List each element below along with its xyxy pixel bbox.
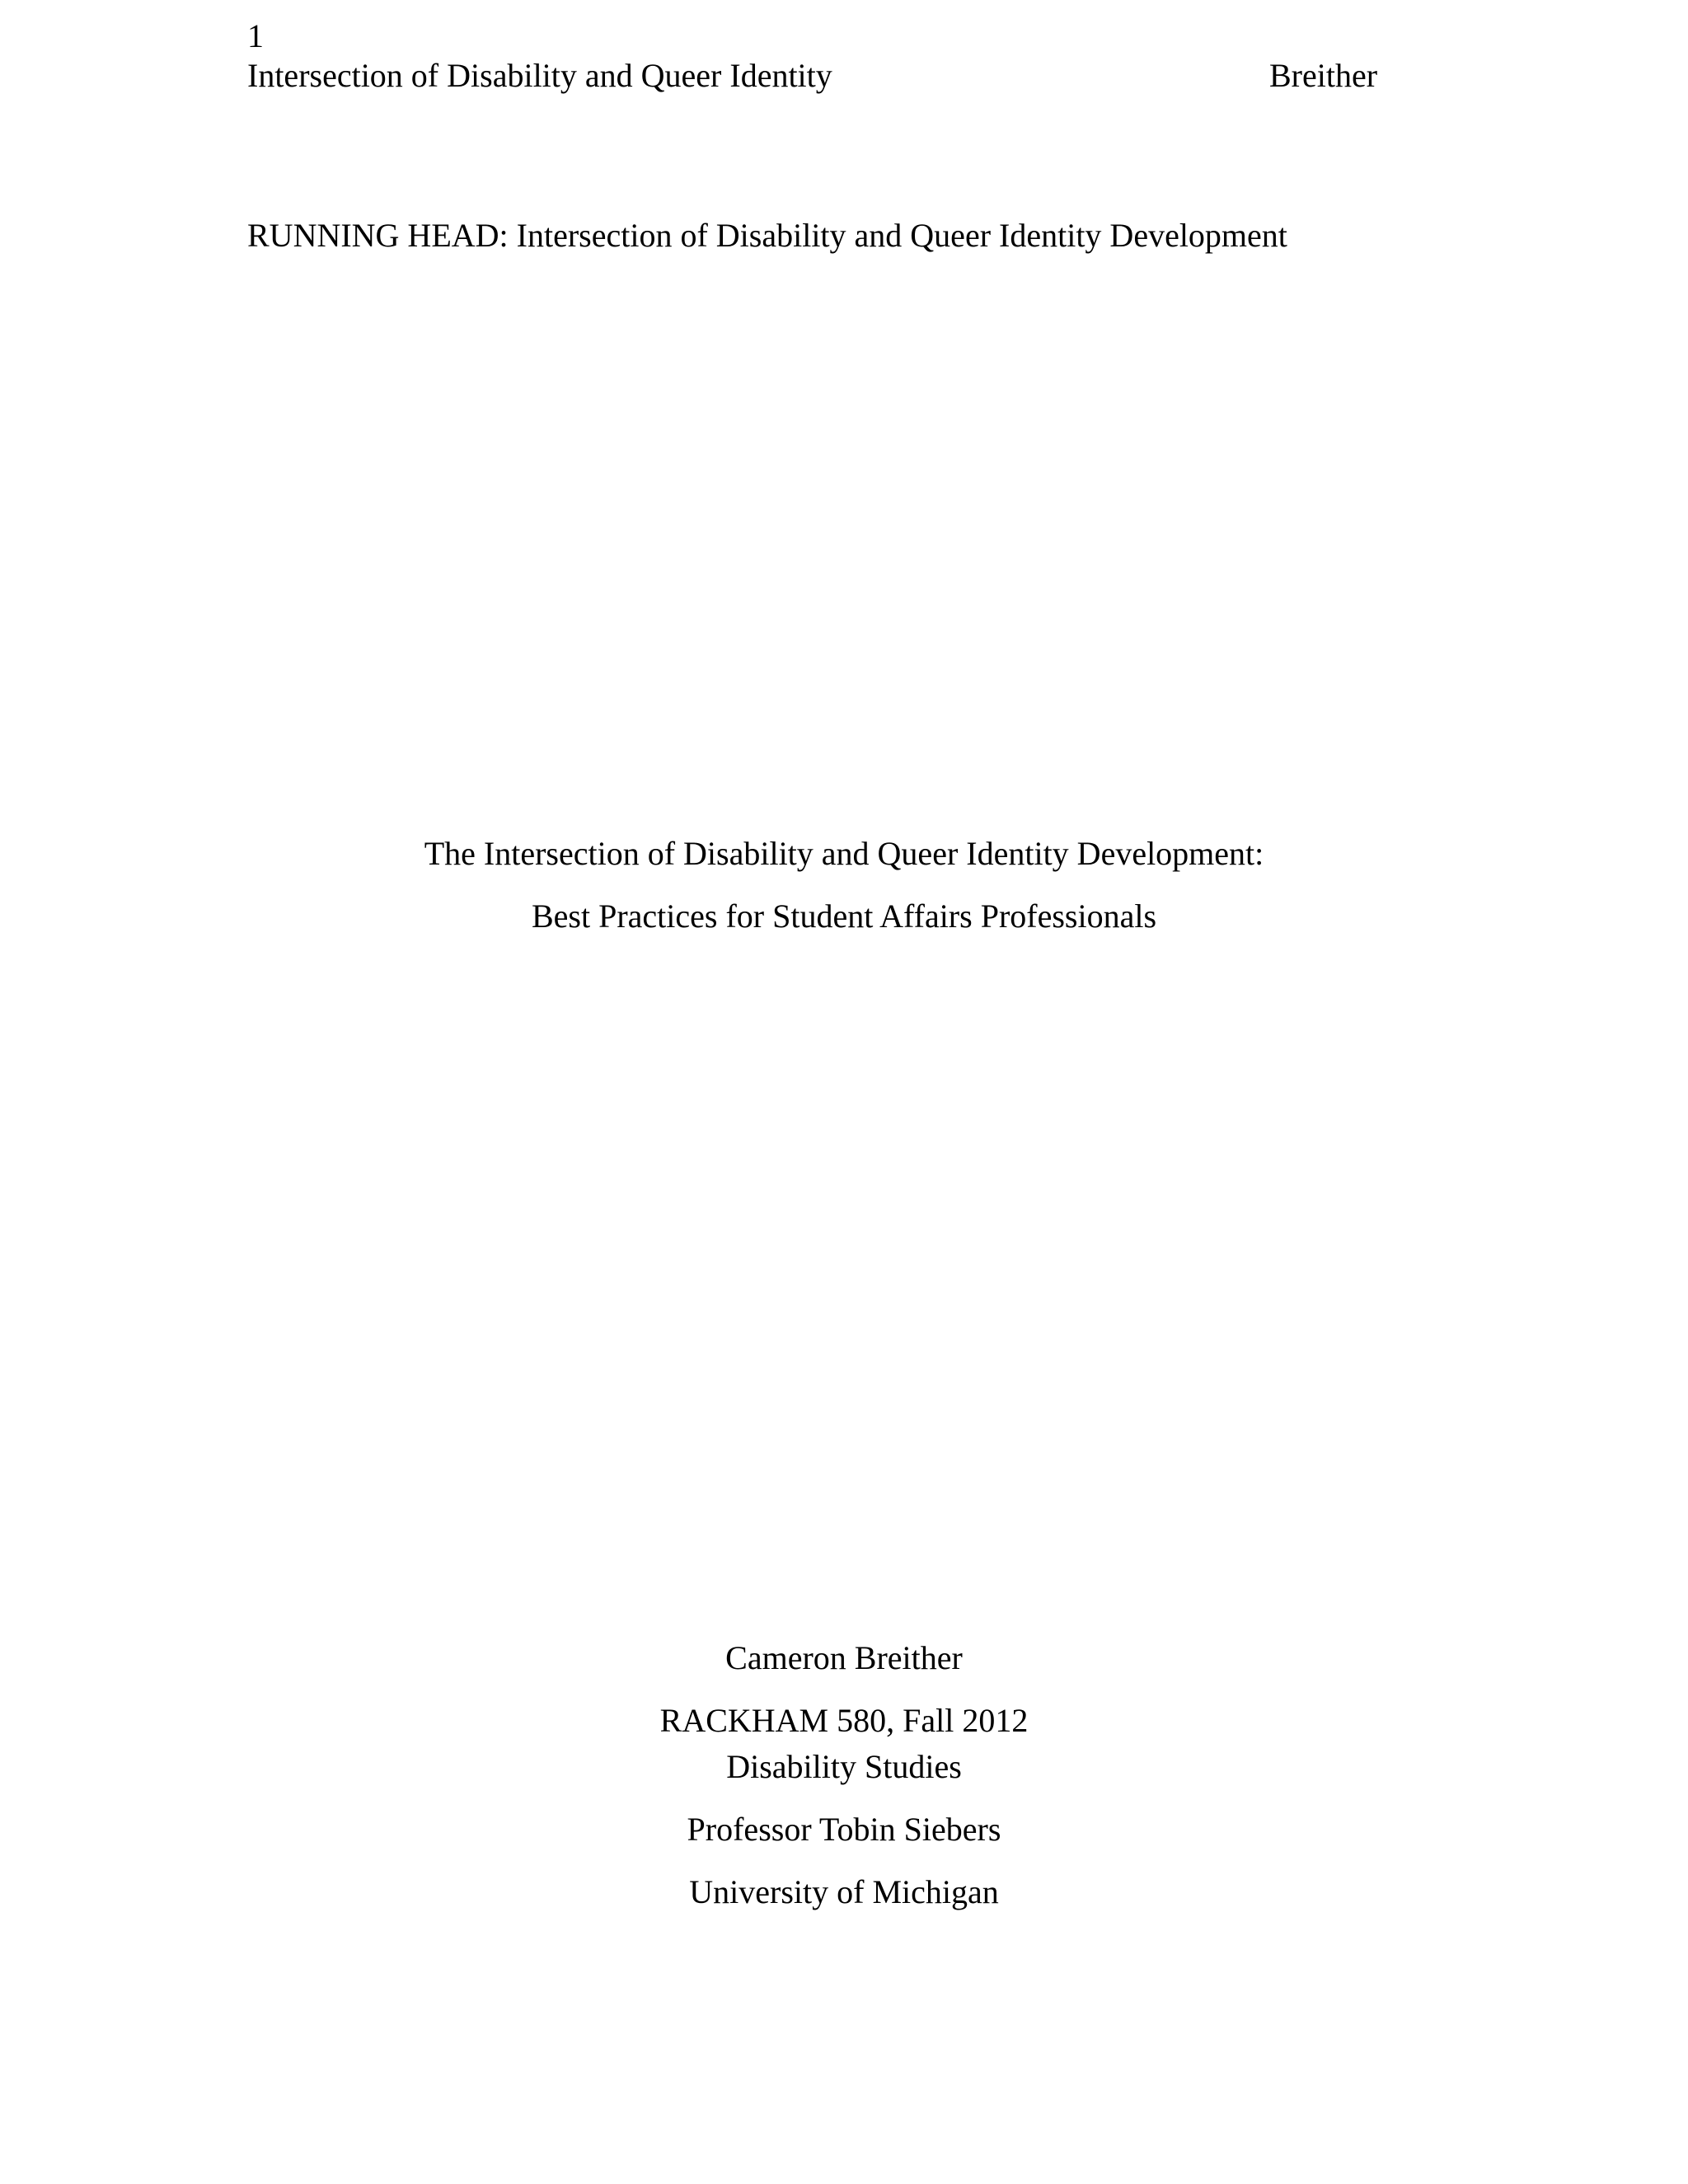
paper-title-line-1: The Intersection of Disability and Queer Identity Development: <box>424 835 1264 872</box>
university-line: University of Michigan <box>689 1873 999 1910</box>
paper-title-line-2: Best Practices for Student Affairs Professionals <box>531 898 1157 935</box>
author-name: Cameron Breither <box>725 1639 963 1676</box>
header-author: Breither <box>1269 57 1378 94</box>
course-line: RACKHAM 580, Fall 2012 <box>659 1702 1029 1739</box>
page-number: 1 <box>247 17 264 54</box>
header-short-title: Intersection of Disability and Queer Identity <box>247 57 832 94</box>
running-head: RUNNING HEAD: Intersection of Disability and Queer Identity Development <box>247 217 1287 254</box>
professor-line: Professor Tobin Siebers <box>687 1811 1001 1848</box>
course-subtitle: Disability Studies <box>726 1748 962 1785</box>
